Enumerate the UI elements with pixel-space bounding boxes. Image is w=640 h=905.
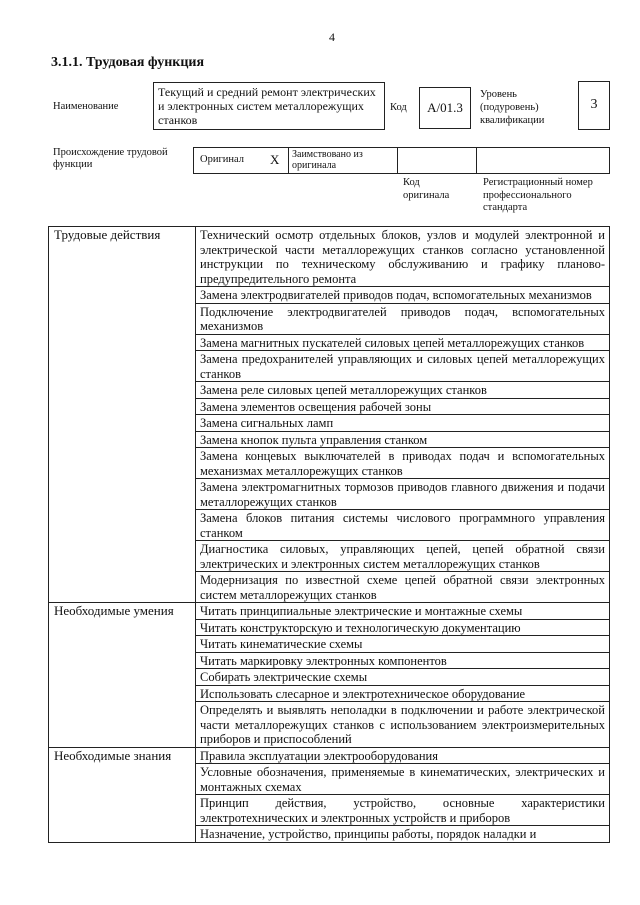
required-skills-item: Собирать электрические схемы: [196, 669, 610, 686]
required-skills-item: Читать принципиальные электрические и монтажные схемы: [196, 603, 610, 620]
code-box: [419, 87, 471, 129]
origin-label: Происхождение трудовой функции: [53, 147, 168, 170]
original-mark: X: [270, 152, 280, 167]
function-name-box: [153, 82, 385, 130]
table-row: [49, 227, 610, 287]
labor-actions-item: Замена кнопок пульта управления станком: [196, 431, 610, 448]
borrowed-cell: [288, 147, 398, 174]
labor-actions-item: Замена реле силовых цепей металлорежущих станков: [196, 382, 610, 399]
table-row: [49, 747, 610, 764]
code-label: Код: [390, 102, 407, 113]
labor-actions-item: Замена электромагнитных тормозов приводов главного движения и подачи металлорежущих станков: [196, 479, 610, 510]
required-skills-item: Определять и выявлять неполадки в подключении и работе электрической части металлорежущих станков с использованием электроизмерительных приборов и приспособлений: [196, 702, 610, 748]
original-cell: [193, 147, 289, 174]
required-skills-title: Необходимые умения: [49, 603, 196, 748]
borrowed-label: Заимствовано из оригинала: [292, 149, 363, 171]
labor-actions-item: Технический осмотр отдельных блоков, узлов и модулей электронной и электрической части металлорежущих станков согласно установленной инструкции по техническому обслуживанию и графику планово-предупредительного ремонта: [196, 227, 610, 287]
section-heading: 3.1.1. Трудовая функция: [51, 55, 205, 70]
labor-actions-item: Диагностика силовых, управляющих цепей, цепей обратной связи электрических и электронных систем металлорежущих станков: [196, 541, 610, 572]
required-skills-item: Читать кинематические схемы: [196, 636, 610, 653]
required-knowledge-item: Принцип действия, устройство, основные характеристики электротехнических и электронных устройств и приборов: [196, 795, 610, 826]
labor-actions-item: Модернизация по известной схеме цепей обратной связи электронных систем металлорежущих станков: [196, 572, 610, 603]
labor-actions-item: Замена предохранителей управляющих и силовых цепей металлорежущих станков: [196, 351, 610, 382]
level-box: [578, 81, 610, 130]
labor-actions-item: Замена блоков питания системы числового программного управления станком: [196, 510, 610, 541]
required-knowledge-item: Условные обозначения, применяемые в кинематических, электрических и монтажных схемах: [196, 764, 610, 795]
level-value: 3: [590, 97, 598, 112]
required-knowledge-title: Необходимые знания: [49, 747, 196, 842]
reg-number-label: Регистрационный номер профессионального стандарта: [483, 177, 593, 213]
code-value: A/01.3: [427, 100, 463, 115]
labor-actions-item: Замена концевых выключателей в приводах подач и вспомогательных механизмах металлорежущих станков: [196, 448, 610, 479]
function-name: Текущий и средний ремонт электрических и электронных систем металлорежущих станков: [158, 85, 376, 127]
origin-code-cell: [397, 147, 477, 174]
table-row: [49, 603, 610, 620]
required-skills-item: Читать конструкторскую и технологическую документацию: [196, 619, 610, 636]
required-skills-item: Использовать слесарное и электротехническое оборудование: [196, 685, 610, 702]
level-label: Уровень (подуровень) квалификации: [480, 89, 545, 126]
labor-actions-item: Замена элементов освещения рабочей зоны: [196, 398, 610, 415]
labor-function-table: [48, 226, 610, 843]
page-number: 4: [329, 30, 335, 44]
name-label: Наименование: [53, 101, 119, 112]
labor-actions-item: Замена сигнальных ламп: [196, 415, 610, 432]
labor-actions-title: Трудовые действия: [49, 227, 196, 603]
original-label: Оригинал: [200, 154, 244, 165]
labor-actions-item: Замена электродвигателей приводов подач, вспомогательных механизмов: [196, 287, 610, 304]
required-knowledge-item: Назначение, устройство, принципы работы, порядок наладки и: [196, 826, 610, 843]
labor-actions-item: Подключение электродвигателей приводов подач, вспомогательных механизмов: [196, 303, 610, 334]
required-knowledge-item: Правила эксплуатации электрооборудования: [196, 747, 610, 764]
origin-code-label: Код оригинала: [403, 177, 450, 201]
reg-number-cell: [476, 147, 610, 174]
required-skills-item: Читать маркировку электронных компонентов: [196, 652, 610, 669]
labor-actions-item: Замена магнитных пускателей силовых цепей металлорежущих станков: [196, 334, 610, 351]
